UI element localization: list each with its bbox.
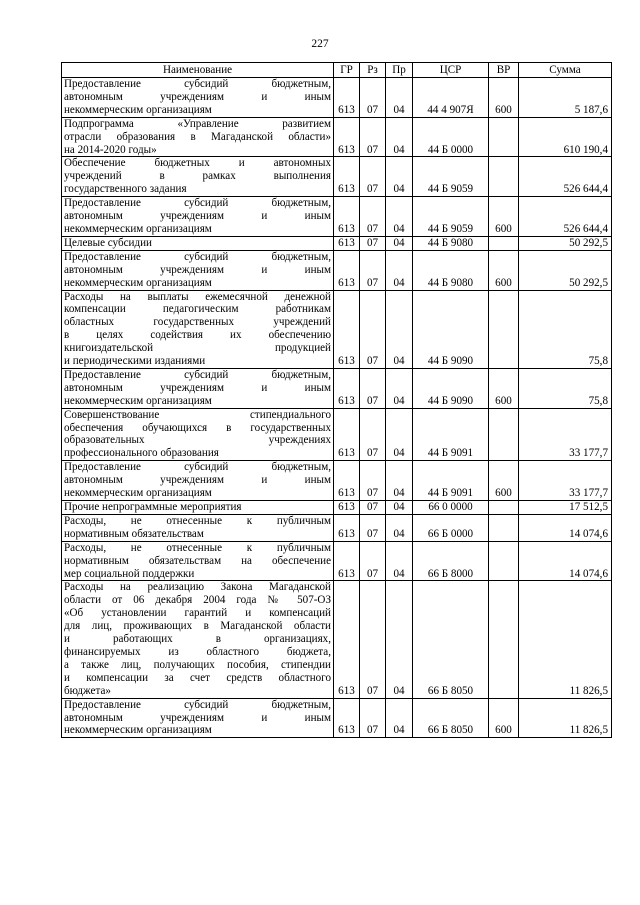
row-sum: 50 292,5 [519,250,612,290]
row-sum: 11 826,5 [519,698,612,738]
row-name-line: для лиц, проживающих в Магаданской области [64,620,331,633]
row-csr: 44 Б 0000 [413,117,489,157]
row-pr: 04 [386,117,413,157]
row-pr: 04 [386,461,413,501]
row-name-line: Предоставление субсидий бюджетным, [64,698,331,711]
row-name-line: «Об установлении гарантий и компенсаций [64,607,331,620]
row-rz: 07 [360,290,386,368]
row-vr [489,541,519,581]
row-gr: 613 [334,290,360,368]
header-vr: ВР [489,63,519,78]
row-name-line: некоммерческим организациям [64,276,212,289]
row-vr [489,408,519,461]
header-pr: Пр [386,63,413,78]
row-rz: 07 [360,581,386,698]
row-name-line: некоммерческим организациям [64,724,212,737]
row-rz: 07 [360,117,386,157]
row-name-line: образовательных учреждениях [64,434,331,447]
header-name: Наименование [62,63,334,78]
page-number: 227 [311,38,329,50]
row-vr: 600 [489,78,519,118]
table-row [62,698,612,738]
row-name [62,157,334,197]
row-name-line: в целях содействия их обеспечению [64,329,331,342]
row-sum: 14 074,6 [519,541,612,581]
row-name-line: мер социальной поддержки [64,567,195,580]
row-csr: 66 0 0000 [413,501,489,515]
row-name [62,514,334,541]
row-gr: 613 [334,78,360,118]
row-rz: 07 [360,197,386,237]
row-name-line: и работающих в организациях, [64,633,331,646]
row-name-line: книгоиздательской продукцией [64,342,331,355]
row-name [62,461,334,501]
table-row [62,368,612,408]
row-pr: 04 [386,236,413,250]
row-vr [489,290,519,368]
row-name-line: Обеспечение бюджетных и автономных [64,157,331,170]
table-row [62,78,612,118]
header-gr: ГР [334,63,360,78]
table-row [62,501,612,515]
row-name-line: Предоставление субсидий бюджетным, [64,461,331,474]
table-row [62,157,612,197]
row-name-line: Предоставление субсидий бюджетным, [64,250,331,263]
row-gr: 613 [334,197,360,237]
row-vr [489,157,519,197]
row-name-line: Совершенствование стипендиального [64,408,331,421]
row-pr: 04 [386,78,413,118]
row-name [62,197,334,237]
row-pr: 04 [386,698,413,738]
row-csr: 66 Б 0000 [413,514,489,541]
row-name-line: Предоставление субсидий бюджетным, [64,197,331,210]
row-rz: 07 [360,501,386,515]
row-gr: 613 [334,236,360,250]
header-rz: Рз [360,63,386,78]
row-name-line: и компенсации за счет средств областного [64,671,331,684]
row-rz: 07 [360,408,386,461]
row-vr: 600 [489,197,519,237]
row-name-line: Расходы на выплаты ежемесячной денежной [64,290,331,303]
row-csr: 66 Б 8000 [413,541,489,581]
row-name-line: учреждений в рамках выполнения [64,170,331,183]
row-vr [489,514,519,541]
table-row [62,461,612,501]
row-csr: 44 Б 9090 [413,290,489,368]
row-name-line: финансируемых из областного бюджета, [64,645,331,658]
row-gr: 613 [334,408,360,461]
row-gr: 613 [334,461,360,501]
table-row [62,197,612,237]
row-vr [489,236,519,250]
row-vr: 600 [489,250,519,290]
row-vr: 600 [489,461,519,501]
header-csr: ЦСР [413,63,489,78]
row-rz: 07 [360,368,386,408]
row-csr: 44 4 907Я [413,78,489,118]
row-name-line: автономным учреждениям и иным [64,210,331,223]
row-name-line: Расходы, не отнесенные к публичным [64,541,331,554]
row-rz: 07 [360,250,386,290]
row-name-line: Прочие непрограммные мероприятия [64,501,242,513]
row-name-line: и периодическими изданиями [64,355,206,368]
row-name-line: компенсации педагогическим работникам [64,303,331,316]
row-pr: 04 [386,368,413,408]
row-vr [489,581,519,698]
row-name-line: автономным учреждениям и иным [64,90,331,103]
row-gr: 613 [334,541,360,581]
row-sum: 17 512,5 [519,501,612,515]
row-sum: 33 177,7 [519,408,612,461]
row-sum: 5 187,6 [519,78,612,118]
row-name-line: некоммерческим организациям [64,103,212,116]
table-header-row [62,63,612,78]
row-gr: 613 [334,250,360,290]
row-pr: 04 [386,514,413,541]
row-name-line: области от 06 декабря 2004 года № 507-ОЗ [64,594,331,607]
row-sum: 526 644,4 [519,157,612,197]
row-name [62,250,334,290]
row-vr: 600 [489,698,519,738]
row-rz: 07 [360,541,386,581]
row-name-line: Целевые субсидии [64,236,152,249]
row-pr: 04 [386,408,413,461]
row-name-line: на 2014-2020 годы» [64,143,157,156]
row-vr: 600 [489,368,519,408]
row-name-line: автономным учреждениям и иным [64,474,331,487]
row-csr: 66 Б 8050 [413,581,489,698]
row-name-line: Расходы, не отнесенные к публичным [64,514,331,527]
row-csr: 44 Б 9090 [413,368,489,408]
row-name [62,501,334,515]
row-csr: 44 Б 9091 [413,461,489,501]
table-body [62,78,612,738]
row-sum: 526 644,4 [519,197,612,237]
row-name-line: автономным учреждениям и иным [64,711,331,724]
row-name-line: обеспечения обучающихся в государственных [64,421,331,434]
row-pr: 04 [386,157,413,197]
row-pr: 04 [386,581,413,698]
row-name-line: Предоставление субсидий бюджетным, [64,78,331,90]
row-name-line: бюджета» [64,684,111,697]
row-csr: 44 Б 9080 [413,250,489,290]
row-pr: 04 [386,250,413,290]
table-row [62,581,612,698]
row-name-line: некоммерческим организациям [64,222,212,235]
row-rz: 07 [360,78,386,118]
row-pr: 04 [386,501,413,515]
row-gr: 613 [334,581,360,698]
row-name [62,236,334,250]
row-name-line: Предоставление субсидий бюджетным, [64,368,331,381]
row-name [62,698,334,738]
row-name-line: автономным учреждениям и иным [64,263,331,276]
row-name [62,117,334,157]
row-sum: 33 177,7 [519,461,612,501]
row-name-line: а также лиц, получающих пособия, стипендии [64,658,331,671]
table-row [62,408,612,461]
row-name-line: Расходы на реализацию Закона Магаданской [64,581,331,594]
row-name [62,368,334,408]
row-pr: 04 [386,541,413,581]
row-rz: 07 [360,698,386,738]
row-gr: 613 [334,157,360,197]
row-name-line: нормативным обязательствам [64,527,204,540]
row-csr: 66 Б 8050 [413,698,489,738]
row-rz: 07 [360,236,386,250]
row-sum: 75,8 [519,290,612,368]
table-row [62,117,612,157]
row-gr: 613 [334,368,360,408]
row-csr: 44 Б 9091 [413,408,489,461]
row-name [62,408,334,461]
header-sum: Сумма [519,63,612,78]
row-name-line: Подпрограмма «Управление развитием [64,117,331,130]
row-sum: 11 826,5 [519,581,612,698]
row-name-line: некоммерческим организациям [64,487,212,500]
row-pr: 04 [386,290,413,368]
row-rz: 07 [360,157,386,197]
row-gr: 613 [334,514,360,541]
row-csr: 44 Б 9059 [413,197,489,237]
row-name [62,290,334,368]
row-sum: 14 074,6 [519,514,612,541]
row-gr: 613 [334,117,360,157]
table-row [62,250,612,290]
row-name-line: некоммерческим организациям [64,394,212,407]
row-name-line: автономным учреждениям и иным [64,381,331,394]
row-csr: 44 Б 9080 [413,236,489,250]
row-name [62,541,334,581]
row-csr: 44 Б 9059 [413,157,489,197]
row-pr: 04 [386,197,413,237]
row-vr [489,117,519,157]
row-sum: 610 190,4 [519,117,612,157]
row-gr: 613 [334,501,360,515]
row-sum: 75,8 [519,368,612,408]
row-name [62,581,334,698]
table-row [62,541,612,581]
row-sum: 50 292,5 [519,236,612,250]
row-rz: 07 [360,514,386,541]
budget-table [61,62,612,738]
row-gr: 613 [334,698,360,738]
row-name-line: областных государственных учреждений [64,316,331,329]
row-name [62,78,334,118]
row-name-line: нормативным обязательствам на обеспечение [64,554,331,567]
row-vr [489,501,519,515]
row-name-line: профессионального образования [64,447,219,460]
row-name-line: государственного задания [64,183,187,196]
table-row [62,514,612,541]
table-row [62,236,612,250]
row-name-line: отрасли образования в Магаданской области» [64,130,331,143]
table-row [62,290,612,368]
row-rz: 07 [360,461,386,501]
